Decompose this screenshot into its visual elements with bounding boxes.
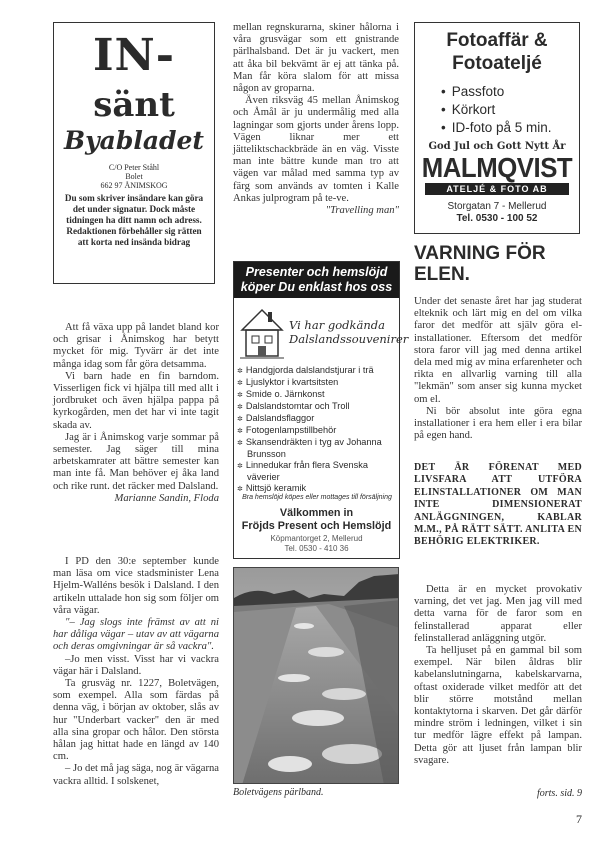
continued-note: forts. sid. 9 — [536, 788, 582, 799]
foto-services — [441, 83, 579, 137]
varning-heading: VARNING FÖR ELEN. — [414, 243, 546, 285]
list-item: • ID-foto på 5 min. — [441, 119, 579, 137]
insant-title-sant: sänt — [93, 85, 175, 125]
list-item: ✲ Skansendräkten i tyg av Johanna Brunsson — [237, 437, 397, 460]
letter-roads — [53, 556, 219, 788]
xmas-greeting: God Jul och Gott Nytt År — [428, 141, 566, 152]
address-line: 662 97 ÅNIMSKOG — [100, 181, 168, 190]
photo-caption: Boletvägens pärlband. — [233, 787, 324, 798]
address-line: C/O Peter Ståhl — [108, 163, 160, 172]
welcome-line: Välkommen in — [279, 507, 354, 519]
signature: "Travelling man" — [325, 205, 399, 217]
foto-title-line: Fotoateljé — [452, 53, 542, 74]
list-item: ✲ Handgjorda dalslandstjurar i trä — [237, 365, 397, 377]
godkanda-text: Vi har godkända Dalslandssouvenirer — [289, 318, 409, 346]
paragraph: –Jo men visst. Visst har vi vackra vägar här i Dalsland. — [53, 653, 219, 677]
varning-caps: DET ÄR FÖRENAT MED LIVSFARA ATT UTFÖRA ELINSTALLATIONER OM MAN INTE DIMENSIONERAT ANLÄGGNINGEN, KABLAR M.M., PÅ RÄTT SÄTT. ANLITA EN BEHÖRIG ELEKTRIKER. — [414, 462, 582, 548]
address-line: Köpmantorget 2, Mellerud — [270, 534, 363, 543]
address-line: Bolet — [125, 172, 143, 181]
paragraph: I PD den 30:e september kunde man läsa om vice stadsminister Lena Hjelm-Walléns besök i Dalsland. I den artikeln uttalade hon sig som följer om våra vägar. — [53, 556, 219, 616]
paragraph: mellan regnskurarna, skiner hålorna i våra grusvägar som ett gnistrande pärlhalsband. Det är ju vackert, men att åka bil bekvämt är ej att tänka på. Man får köra slalom för att missa någon av groparna. — [233, 22, 399, 95]
shop-address — [234, 534, 399, 554]
roads-continuation — [233, 22, 399, 217]
list-item: ✲ Dalslandsflaggor — [237, 413, 397, 425]
road-photo-image — [234, 568, 399, 784]
list-item: ✲ Fotogenlampstillbehör — [237, 425, 397, 437]
paragraph: Ta helljuset på en gammal bil som exempel. När bilen åldras blir kabelanslutningarna, kabelskarvarna, oftast oxiderade vilket medför att det blir större motstånd mellan kontaktytorna i skarven. Det går därför mindre ström i ledningen, vilket i sin tur medför lägre effekt på lampan. Detta gör att ljuset från lampan blir svagare. — [414, 645, 582, 766]
list-item: ✲ Dalslandstomtar och Troll — [237, 401, 397, 413]
paragraph: Under det senaste året har jag studerat elteknik och lärt mig en del om vilka faror det medför att själv göra el-installationer. Eftersom det medför stora faror vill jag med denna artikel dela med mig av mina erfarenheter och rikta en allvarlig varning till alla "lekmän" som anser sig kunna mycket om el. — [414, 296, 582, 405]
phone-line: Tel. 0530 - 410 36 — [284, 544, 349, 553]
paragraph: Jag är i Ånimskog varje sommar på semester. Jag säger till mina arbetskamrater att bättre semester kan man inte få. Man behöver ej åka land och rike runt. det räcker med Dalsland. — [53, 431, 219, 492]
letter-sandin — [53, 322, 219, 505]
malmqvist-ad — [414, 22, 580, 234]
signature: Marianne Sandin, Floda — [114, 492, 219, 504]
hemslojd-ad — [233, 261, 409, 559]
hemslojd-ad-header: Presenter och hemslöjd köper Du enklast hos oss — [234, 262, 399, 298]
page-number: 7 — [576, 812, 582, 826]
paragraph: – Jo det må jag säga, nog är vägarna vackra alltid. I solskenet, — [53, 763, 219, 787]
list-item: • Passfoto — [441, 83, 579, 101]
paragraph: Även riksväg 45 mellan Ånimskog och Åmål är ju undermålig med alla lagningar som gjorts under årens lopp. Vägen liknar mer ett jätteliktschackbräde än en väg. Visste man inte bättre kunde man tro att vägen var målad med samma typ av färg som används av tomten i Kalle Ankas julprogram på te-ve. — [233, 95, 399, 204]
foto-title — [415, 29, 579, 75]
paragraph: Att få växa upp på landet bland kor och grisar i Ånimskog har betytt mycket för mig. Tyvärr är det inte många idag som får göra detsamma. — [53, 322, 219, 370]
varning-body — [414, 584, 582, 767]
paragraph: Ta grusväg nr. 1227, Boletvägen, som exempel. Alla som färdas på denna väg, i början av oktober, slås av hur "Underbart vacker" den är med alla sina gropar och hålor. Den största hålan jag hittat hade en längd av 140 cm. — [53, 678, 219, 763]
house-illustration-icon — [238, 304, 286, 362]
insant-address — [54, 163, 214, 190]
foto-title-line: Fotoaffär & — [446, 30, 548, 51]
list-item: • Körkort — [441, 101, 579, 119]
paragraph: Ni bör absolut inte göra egna installationer i era hem eller i era bilar på egen hand. — [414, 405, 582, 442]
list-item: ✲ Nittsjö keramik — [237, 483, 397, 495]
product-list — [237, 365, 397, 495]
brand-subtitle: ATELJÉ & FOTO AB — [425, 183, 569, 195]
list-item: ✲ Ljuslyktor i kvartsitsten — [237, 377, 397, 389]
brand-name: MALMQVIST — [421, 152, 573, 183]
foto-phone: Tel. 0530 - 100 52 — [456, 213, 538, 224]
varning-intro — [414, 296, 582, 442]
list-item: ✲ Linnedukar från flera Svenska väverier — [237, 460, 397, 483]
insant-note: Du som skriver insändare kan göra det under signatur. Dock måste tidningen ha ditt namn och adress. Redaktionen förbehåller sig rätten att korta ned insända bidrag — [64, 193, 204, 247]
insant-box — [53, 22, 215, 284]
quote: "– Jag slogs inte främst av att ni har dåliga vägar – utav av att vägarna och deras omgivningar är så vackra". — [53, 617, 219, 653]
welcome-text — [234, 507, 399, 533]
insant-title-byabladet: Byabladet — [64, 126, 204, 155]
paragraph: Detta är en mycket provokativ varning, det vet jag. Men jag vill med detta varna för de faror som en felinstallerad apparat eller felinstallerad anläggning utgör. — [414, 584, 582, 644]
small-note: Bra hemslöjd köpes eller mottages till försäljning — [242, 494, 392, 501]
road-photo — [233, 567, 399, 784]
paragraph: Vi barn hade en fin barndom. Visserligen fick vi hjälpa till med allt i jordbruket och även hjälpa pappa på kyrkogården, men det har vi inte tagit skada av. — [53, 370, 219, 431]
foto-address: Storgatan 7 - Mellerud — [447, 201, 547, 212]
shop-name: Fröjds Present och Hemslöjd — [241, 520, 392, 532]
list-item: ✲ Smide o. Järnkonst — [237, 389, 397, 401]
insant-title-in: IN- — [92, 30, 176, 81]
